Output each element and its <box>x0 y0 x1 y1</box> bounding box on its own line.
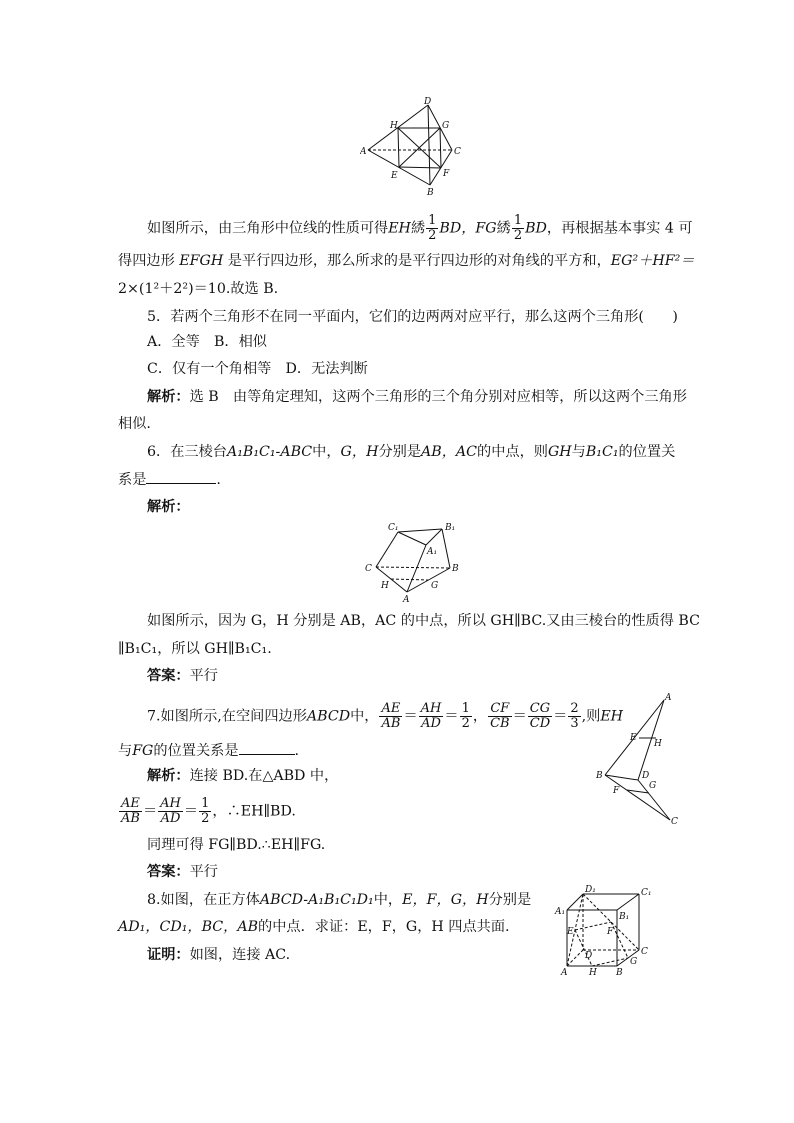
frustum-figure <box>362 520 462 602</box>
q6-solution-1: 如图所示，因为 G，H 分别是 AB，AC 的中点，所以 GH∥BC.又由三棱台的性质得 BC <box>147 613 700 629</box>
q7-answer: 答案：平行 <box>147 864 218 880</box>
frustum-label-c: C <box>365 564 372 574</box>
q7-stem-1: 7.如图所示,在空间四边形ABCD中， $\frac{AE}{AB}$ ＝ $\frac{AH}{AD}$ ＝ $\frac{1}{2}$ ， $\frac{CF}{CB}$ ＝ $\frac{CG}{CD}$ ＝ $\frac{2}{3}$ ,则EH <box>147 701 624 731</box>
half-fraction-2: $\frac{1}{2}$ <box>513 213 523 243</box>
p4-line-1: 如图所示，由三角形中位线的性质可得EH綉 $\frac{1}{2}$ BD，FG綉 $\frac{1}{2}$ BD，再根据基本事实 4 可 <box>147 213 693 243</box>
cube-label-c: C <box>641 947 648 957</box>
q7-solution-3: 同理可得 FG∥BD.∴EH∥FG. <box>147 837 326 853</box>
quad-label-h: H <box>654 739 662 749</box>
q6-answer-blank[interactable] <box>146 469 216 484</box>
ah-ad-fraction-2: $\frac{AH}{AD}$ <box>160 796 181 826</box>
ah-ad-fraction: $\frac{AH}{AD}$ <box>420 701 442 731</box>
q5-options-cd: C．仅有一个角相等 D．无法判断 <box>147 361 368 377</box>
frustum-label-h: H <box>381 581 389 591</box>
quad-label-e: E <box>630 733 637 743</box>
tetrahedron-figure <box>360 95 470 200</box>
one-half-fraction-2: $\frac{1}{2}$ <box>201 796 210 826</box>
cube-label-f: F <box>607 927 614 937</box>
q8-proof: 证明：如图，连接 AC. <box>147 947 291 963</box>
q8-stem-1: 8.如图，在正方体ABCD-A₁B₁C₁D₁中，E，F，G，H分别是 <box>147 892 532 908</box>
cube-label-c1: C₁ <box>641 888 652 898</box>
p4-line-3: 2×(1²＋2²)＝10.故选 B. <box>118 281 279 297</box>
cube-label-d: D <box>585 951 593 961</box>
q5-stem: 5．若两个三角形不在同一平面内，它们的边两两对应平行，那么这两个三角形( ) <box>147 309 678 325</box>
cube-label-a: A <box>561 968 568 977</box>
fig4-label-g: G <box>442 121 450 131</box>
q6-stem-1: 6．在三棱台A₁B₁C₁-ABC中，G，H分别是AB，AC的中点，则GH与B₁C₁的位置关 <box>147 444 676 460</box>
ae-ab-fraction-2: $\frac{AE}{AB}$ <box>121 796 140 826</box>
fig4-label-h: H <box>390 121 398 131</box>
p4-line-2: 得四边形 EFGH 是平行四边形，那么所求的是平行四边形的对角线的平方和，EG²＋HF²＝ <box>118 253 695 269</box>
quad-label-b: B <box>596 771 603 781</box>
cube-label-g: G <box>630 957 638 967</box>
quad-label-f: F <box>613 786 620 796</box>
fig4-label-f: F <box>443 169 450 179</box>
fig4-label-a: A <box>360 147 367 157</box>
q7-answer-blank[interactable] <box>239 740 295 755</box>
cf-cb-fraction: $\frac{CF}{CB}$ <box>490 701 510 731</box>
cube-label-d1: D₁ <box>585 885 596 895</box>
cube-label-b: B <box>616 968 623 977</box>
half-fraction: $\frac{1}{2}$ <box>428 213 437 243</box>
frustum-label-c1: C₁ <box>388 523 399 533</box>
q6-answer: 答案：平行 <box>147 668 218 684</box>
fig4-label-d: D <box>424 97 432 107</box>
frustum-label-g: G <box>431 581 439 591</box>
q7-solution-1: 解析：连接 BD.在△ABD 中， <box>147 768 339 784</box>
cube-figure <box>553 882 661 977</box>
one-half-fraction: $\frac{1}{2}$ <box>461 701 470 731</box>
ae-ab-fraction: $\frac{AE}{AB}$ <box>381 701 401 731</box>
two-thirds-fraction: $\frac{2}{3}$ <box>570 701 579 731</box>
fig4-label-e: E <box>391 171 398 181</box>
fig4-label-b: B <box>427 188 434 198</box>
fig4-label-c: C <box>454 147 461 157</box>
q5-solution-1: 解析：选 B 由等角定理知，这两个三角形的三个角分别对应相等，所以这两个三角形 <box>147 389 687 405</box>
q5-options-ab: A．全等 B．相似 <box>147 334 267 350</box>
q5-solution-2: 相似. <box>118 416 151 432</box>
frustum-label-b1: B₁ <box>445 523 456 533</box>
cube-label-e: E <box>567 927 574 937</box>
q6-stem-2: 系是 . <box>118 469 221 490</box>
q7-solution-2: $\frac{AE}{AB}$ ＝ $\frac{AH}{AD}$ ＝ $\frac{1}{2}$ ，∴EH∥BD. <box>121 796 296 826</box>
cg-cd-fraction: $\frac{CG}{CD}$ <box>529 701 551 731</box>
q8-stem-2: AD₁，CD₁，BC，AB的中点．求证：E，F，G，H 四点共面. <box>118 919 510 935</box>
cube-label-b1: B₁ <box>619 912 630 922</box>
quad-label-c: C <box>671 817 678 827</box>
q6-solution-2: ∥B₁C₁，所以 GH∥B₁C₁. <box>118 641 272 657</box>
space-quadrilateral-figure <box>592 690 687 830</box>
quad-label-a: A <box>665 693 672 703</box>
q6-solution-label: 解析： <box>147 499 190 515</box>
frustum-label-a1: A₁ <box>427 547 438 557</box>
quad-label-g: G <box>649 781 657 791</box>
cube-label-h: H <box>589 968 597 977</box>
frustum-label-b: B <box>452 564 459 574</box>
frustum-label-a: A <box>403 595 410 602</box>
q7-stem-2: 与FG的位置关系是 . <box>118 740 299 761</box>
cube-label-a1: A₁ <box>555 907 566 917</box>
quad-label-d: D <box>642 771 650 781</box>
